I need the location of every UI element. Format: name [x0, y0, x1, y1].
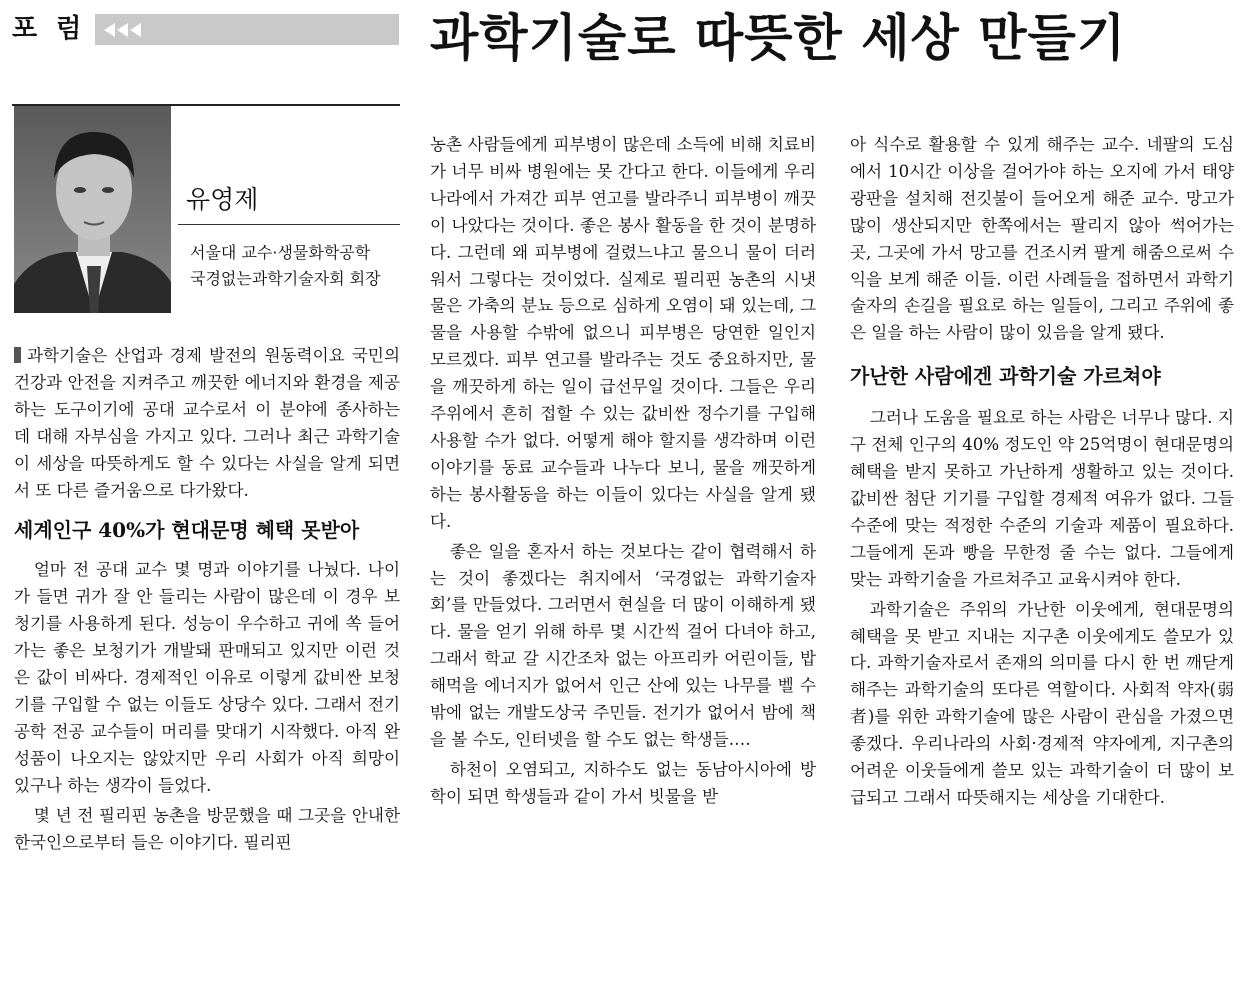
body-paragraph: 농촌 사람들에게 피부병이 많은데 소득에 비해 치료비가 너무 비싸 병원에는 못 간다고 한다. 이들에게 우리나라에서 가져간 피부 연고를 발라주니 피부병이 깨끗이 나았다는 것이다. 좋은 봉사 활동을 한 것이 분명하다. 그런데 왜 피부병에 걸렸느냐고 물으니 물이 더러워서 그렇다는 것이었다. 실제로 필리핀 농촌의 시냇물은 가축의 분뇨 등으로 심하게 오염이 돼 있는데, 그 물을 사용할 수밖에 없으니 피부병은 당연한 일인지 모르겠다. 피부 연고를 발라주는 것도 중요하지만, 물을 깨끗하게 하는 일이 급선무일 것이다. 그들은 우리 주위에서 흔히 접할 수 있는 값비싼 정수기를 구입해 사용할 수가 없다. 어떻게 해야 할지를 생각하며 이런 이야기를 동료 교수들과 나누다 보니, 물을 깨끗하게 하는 봉사활동을 하는 이들이 있다는 사실을 알게 됐다. — [430, 135, 816, 531]
article-column-3 — [850, 132, 1234, 812]
headline: 과학기술로 따뜻한 세상 만들기 — [430, 9, 1127, 67]
body-paragraph: 얼마 전 공대 교수 몇 명과 이야기를 나눴다. 나이가 들면 귀가 잘 안 들리는 사람이 많은데 이 경우 보청기를 사용하게 된다. 성능이 우수하고 귀에 쏙 들어가는 좋은 보청기가 개발돼 판매되고 있지만 이런 것은 값이 비싸다. 경제적인 이유로 이렇게 값비싼 보청기를 구입할 수 없는 이들도 상당수 있다. 그래서 전기공학 전공 교수들이 머리를 맞대기 시작했다. 아직 완성품이 나오지는 않았지만 우리 사회가 아직 희망이 있구나 하는 생각이 들었다. — [14, 560, 400, 795]
author-affiliation: 서울대 교수·생물화학공학 — [190, 243, 371, 262]
portrait-image — [14, 106, 171, 313]
section-label: 포 럼 — [12, 14, 87, 44]
body-paragraph: 몇 년 전 필리핀 농촌을 방문했을 때 그곳을 안내한 한국인으로부터 들은 이야기다. 필리핀 — [14, 805, 400, 852]
triangle-arrow-icon — [130, 23, 141, 37]
subheading: 세계인구 40%가 현대문명 혜택 못받아 — [14, 518, 360, 543]
paragraph-bullet-icon — [14, 347, 21, 363]
body-paragraph: 아 식수로 활용할 수 있게 해주는 교수. 네팔의 도심에서 10시간 이상을 걸어가야 하는 오지에 가서 태양광판을 설치해 전깃불이 들어오게 해준 교수. 망고가 많이 생산되지만 한쪽에서는 팔리지 않아 썩어가는 곳, 그곳에 가서 망고를 건조시켜 팔게 해줌으로써 수익을 보게 해준 이들. 이런 사례들을 접하면서 과학기술자의 손길을 필요로 하는 일들이, 그리고 주위에 좋은 일을 하는 사람이 많이 있음을 알게 됐다. — [850, 135, 1234, 343]
divider — [178, 224, 400, 225]
subheading: 가난한 사람에겐 과학기술 가르쳐야 — [850, 364, 1161, 389]
section-header-band — [95, 14, 399, 45]
body-paragraph: 그러나 도움을 필요로 하는 사람은 너무나 많다. 지구 전체 인구의 40% 정도인 약 25억명이 현대문명의 혜택을 받지 못하고 가난하게 생활하고 있는 것이다. 값비싼 첨단 기기를 구입할 경제적 여유가 없다. 그들 수준에 맞는 적정한 수준의 기술과 제품이 필요하다. 그들에게 돈과 빵을 무한정 줄 수는 없다. 그들에게 맞는 과학기술을 가르쳐주고 교육시켜야 한다. — [850, 408, 1234, 589]
article-column-1 — [14, 343, 400, 856]
author-name: 유영제 — [186, 185, 259, 214]
body-paragraph: 좋은 일을 혼자서 하는 것보다는 같이 협력해서 하는 것이 좋겠다는 취지에서 ‘국경없는 과학기술자회’를 만들었다. 그러면서 현실을 더 많이 이해하게 됐다. 물을 얻기 위해 하루 몇 시간씩 걸어 다녀야 하고, 그래서 학교 갈 시간조차 없는 아프리카 어린이들, 밥 해먹을 에너지가 없어서 인근 산에 있는 나무를 벨 수밖에 없는 개발도상국 주민들. 전기가 없어서 밤에 책을 볼 수도, 인터넷을 할 수도 없는 학생들…. — [430, 541, 816, 749]
intro-paragraph: 과학기술은 산업과 경제 발전의 원동력이요 국민의 건강과 안전을 지켜주고 깨끗한 에너지와 환경을 제공하는 도구이기에 공대 교수로서 이 분야에 종사하는 데 대해 자부심을 가지고 있다. 그러나 최근 과학기술이 세상을 따뜻하게도 할 수 있다는 사실을 알게 되면서 또 다른 즐거움으로 다가왔다. — [14, 346, 400, 500]
body-paragraph: 하천이 오염되고, 지하수도 없는 동남아시아에 방학이 되면 학생들과 같이 가서 빗물을 받 — [430, 759, 816, 806]
triangle-arrow-icon — [117, 23, 128, 37]
author-affiliation: 국경없는과학기술자회 회장 — [190, 269, 381, 288]
triangle-arrow-icon — [104, 23, 115, 37]
author-portrait — [14, 106, 171, 313]
body-paragraph: 과학기술은 주위의 가난한 이웃에게, 현대문명의 혜택을 못 받고 지내는 지구촌 이웃에게도 쓸모가 있다. 과학기술자로서 존재의 의미를 다시 한 번 깨닫게 해주는 과학기술의 또다른 역할이다. 사회적 약자(弱者)를 위한 과학기술에 많은 사람이 관심을 가졌으면 좋겠다. 우리나라의 사회·경제적 약자에게, 지구촌의 어려운 이웃들에게 쓸모 있는 과학기술이 더 많이 보급되고 그래서 따뜻해지는 세상을 기대한다. — [850, 599, 1234, 807]
article-column-2 — [430, 132, 816, 811]
